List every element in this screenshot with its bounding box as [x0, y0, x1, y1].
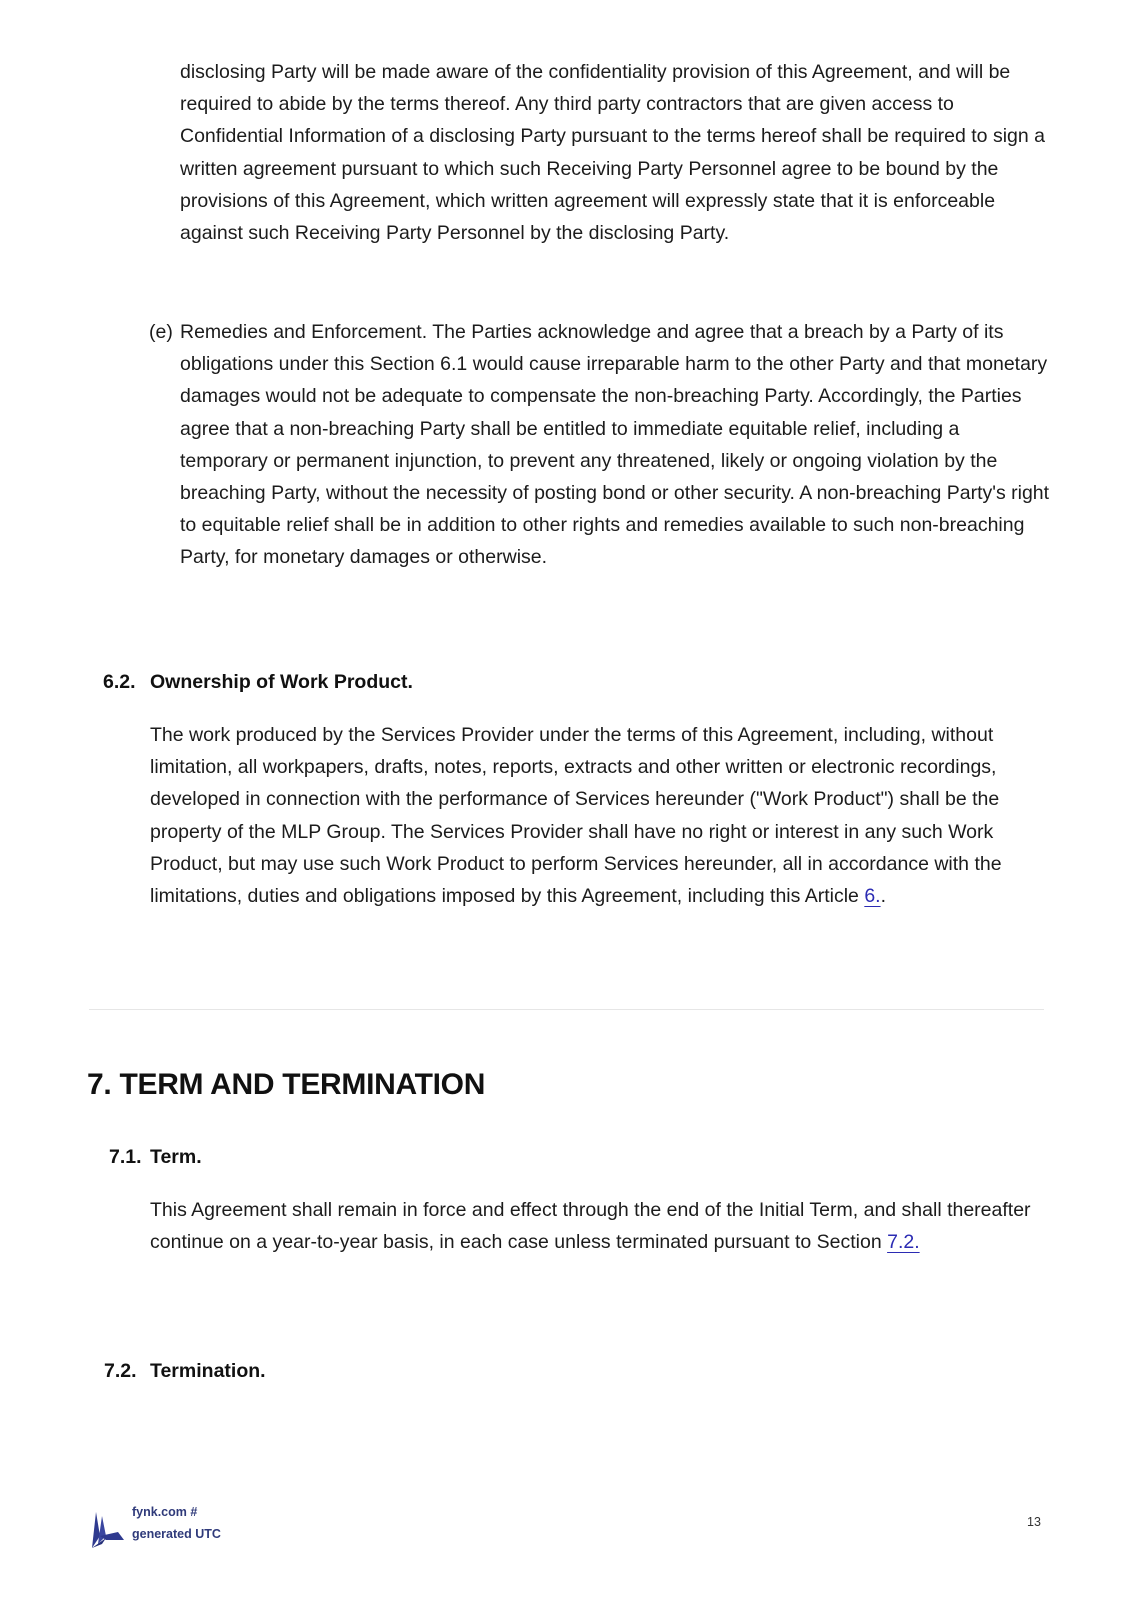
section-6-2-body — [150, 719, 1040, 912]
section-number: 7.2. — [104, 1360, 137, 1382]
paragraph-e-remedies: Remedies and Enforcement. The Parties acknowledge and agree that a breach by a Party of its obligations under this Section 6.1 would cause irreparable harm to the other Party and that monetary damages would not be adequate to compensate the non-breaching Party. Accordingly, the Parties agree that a non-breaching Party shall be entitled to immediate equitable relief, including a temporary or permanent injunction, to prevent any threatened, likely or ongoing violation by the breaching Party, without the necessity of posting bond or other security. A non-breaching Party's right to equitable relief shall be in addition to other rights and remedies available to such non-breaching Party, for monetary damages or otherwise. — [180, 321, 1050, 569]
section-7-1-heading — [109, 1146, 202, 1169]
section-7-2-link[interactable]: 7.2. — [887, 1231, 920, 1254]
page-number: 13 — [1027, 1515, 1041, 1529]
trailing-period: . — [880, 885, 886, 908]
section-divider — [89, 1009, 1044, 1010]
section-6-2-text: The work produced by the Services Provider under the terms of this Agreement, including, without limitation, all workpapers, drafts, notes, reports, extracts and other written or electronic recordings, developed in connection with the performance of Services hereunder ("Work Product") shall be the property of the MLP Group. The Services Provider shall have no right or interest in any such Work Product, but may use such Work Product to perform Services hereunder, all in accordance with the limitations, duties and obligations imposed by this Agreement, including this Article — [150, 724, 1002, 908]
article-7-heading: 7. TERM AND TERMINATION — [87, 1068, 486, 1101]
section-7-2-heading — [104, 1360, 266, 1383]
footer-brand: fynk.com # — [132, 1505, 198, 1519]
section-6-2-heading — [103, 671, 413, 694]
section-number: 6.2. — [103, 671, 136, 693]
section-title: Ownership of Work Product. — [150, 671, 413, 693]
section-title: Termination. — [150, 1360, 266, 1382]
section-title: Term. — [150, 1146, 202, 1168]
section-number: 7.1. — [109, 1146, 142, 1168]
section-7-1-text: This Agreement shall remain in force and effect through the end of the Initial Term, and shall thereafter continue on a year-to-year basis, in each case unless terminated pursuant to Section — [150, 1199, 1031, 1254]
footer-generated: generated UTC — [132, 1527, 221, 1541]
fynk-logo-icon — [88, 1510, 124, 1550]
section-7-1-body — [150, 1194, 1040, 1258]
list-label-e: (e) — [149, 321, 173, 343]
article-6-link[interactable]: 6. — [864, 885, 881, 908]
paragraph-d-continuation: disclosing Party will be made aware of the confidentiality provision of this Agreement, and will be required to abide by the terms thereof. Any third party contractors that are given access to Confidential Information of a disclosing Party pursuant to the terms hereof shall be required to sign a written agreement pursuant to which such Receiving Party Personnel agree to be bound by the provisions of this Agreement, which written agreement will expressly state that it is enforceable against such Receiving Party Personnel by the disclosing Party. — [180, 61, 1045, 245]
